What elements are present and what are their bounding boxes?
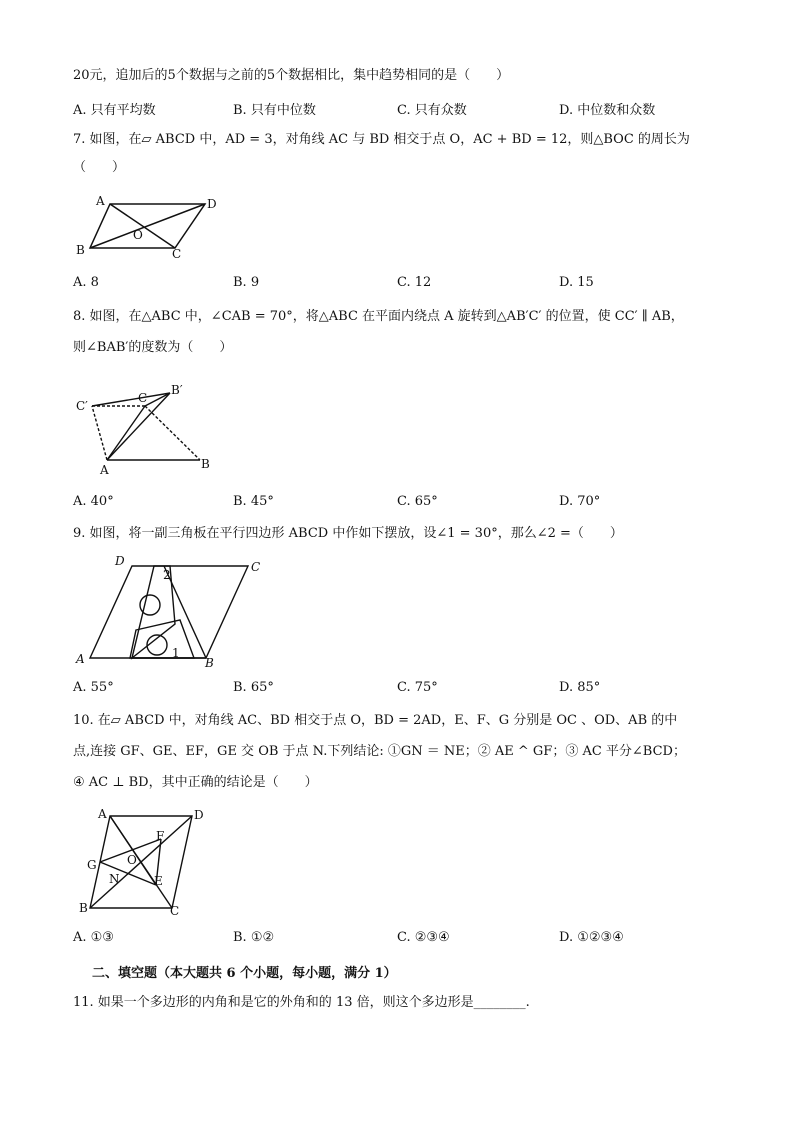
q9-option-c[interactable]: C. 75°	[397, 680, 438, 695]
q9-label-a: A	[76, 652, 85, 666]
q8-option-d[interactable]: D. 70°	[559, 494, 601, 509]
q9-option-b[interactable]: B. 65°	[233, 680, 274, 695]
q7-stem-cont: （ ）	[73, 160, 126, 175]
q10-option-c[interactable]: C. ②③④	[397, 930, 450, 945]
q10-label-a: A	[98, 807, 107, 821]
q8-option-a[interactable]: A. 40°	[73, 494, 114, 509]
q10-label-e: E	[154, 874, 163, 888]
q9-label-d: D	[115, 554, 125, 568]
q8-label-a: A	[100, 463, 109, 477]
q9-options	[73, 680, 733, 700]
q10-option-b[interactable]: B. ①②	[233, 930, 275, 945]
q8-options	[73, 494, 733, 514]
q9-option-d[interactable]: D. 85°	[559, 680, 601, 695]
q7-figure-parallelogram	[70, 190, 220, 262]
q10-label-n: N	[109, 872, 120, 886]
q6-option-d[interactable]: D. 中位数和众数	[559, 103, 656, 118]
q10-stem: 10. 在▱ ABCD 中，对角线 AC、BD 相交于点 O，BD = 2AD，E、F、G 分别是 OC 、OD、AB 的中	[73, 713, 678, 728]
q7-option-c[interactable]: C. 12	[397, 275, 432, 290]
q7-option-a[interactable]: A. 8	[73, 275, 99, 290]
q8-label-b-prime: B′	[171, 383, 183, 397]
q9-label-angle-2: 2	[163, 568, 171, 582]
q8-label-c: C	[138, 391, 148, 405]
q10-label-f: F	[156, 829, 165, 843]
q8-option-b[interactable]: B. 45°	[233, 494, 274, 509]
q8-figure-rotation	[70, 378, 230, 478]
q9-label-b: B	[205, 656, 214, 670]
q10-label-o: O	[127, 853, 137, 867]
q10-figure-parallelogram	[70, 806, 220, 920]
q9-label-angle-1: 1	[172, 646, 180, 660]
q10-label-b: B	[79, 901, 88, 915]
q10-label-d: D	[194, 808, 204, 822]
q8-stem-cont: 则∠BAB′的度数为（ ）	[73, 340, 233, 355]
q6-option-b[interactable]: B. 只有中位数	[233, 103, 316, 118]
q7-option-b[interactable]: B. 9	[233, 275, 260, 290]
q10-label-g: G	[87, 858, 97, 872]
q8-stem: 8. 如图，在△ABC 中，∠CAB = 70°，将△ABC 在平面内绕点 A 旋转到△AB′C′ 的位置，使 CC′ ∥ AB，	[73, 309, 684, 324]
section-heading-fill-in: 二、填空题（本大题共 6 个小题，每小题，满分 1）	[92, 966, 397, 981]
q8-label-b: B	[201, 457, 210, 471]
q6-stem-tail: 20元，追加后的5个数据与之前的5个数据相比，集中趋势相同的是（ ）	[73, 68, 510, 83]
q7-label-c: C	[172, 247, 182, 261]
q10-label-c: C	[170, 904, 180, 918]
q7-label-b: B	[76, 243, 85, 257]
q11-stem: 11. 如果一个多边形的内角和是它的外角和的 13 倍，则这个多边形是________.	[73, 995, 530, 1010]
q10-option-d[interactable]: D. ①②③④	[559, 930, 624, 945]
q10-stem-cont: 点,连接 GF、GE、EF，GE 交 OB 于点 N.下列结论: ①GN ＝ NE；② AE ^ GF；③ AC 平分∠BCD；	[73, 744, 686, 759]
q7-label-o: O	[133, 228, 143, 242]
q10-stem-cont2: ④ AC ⊥ BD，其中正确的结论是（ ）	[73, 775, 318, 790]
q7-label-a: A	[96, 194, 105, 208]
q6-option-a[interactable]: A. 只有平均数	[73, 103, 156, 118]
q9-stem: 9. 如图，将一副三角板在平行四边形 ABCD 中作如下摆放，设∠1 = 30°，那么∠2 =（ ）	[73, 526, 623, 541]
q10-options	[73, 930, 733, 950]
q7-option-d[interactable]: D. 15	[559, 275, 594, 290]
q9-option-a[interactable]: A. 55°	[73, 680, 114, 695]
q6-options	[73, 99, 733, 119]
q6-option-c[interactable]: C. 只有众数	[397, 103, 467, 118]
q9-label-c: C	[251, 560, 261, 574]
q7-stem: 7. 如图，在▱ ABCD 中，AD = 3，对角线 AC 与 BD 相交于点 O，AC + BD = 12，则△BOC 的周长为	[73, 132, 690, 147]
q8-option-c[interactable]: C. 65°	[397, 494, 438, 509]
q7-options	[73, 275, 733, 295]
q9-figure-triangle-boards	[70, 550, 280, 672]
q7-label-d: D	[207, 197, 217, 211]
q8-label-c-prime: C′	[76, 399, 88, 413]
q10-option-a[interactable]: A. ①③	[73, 930, 114, 945]
